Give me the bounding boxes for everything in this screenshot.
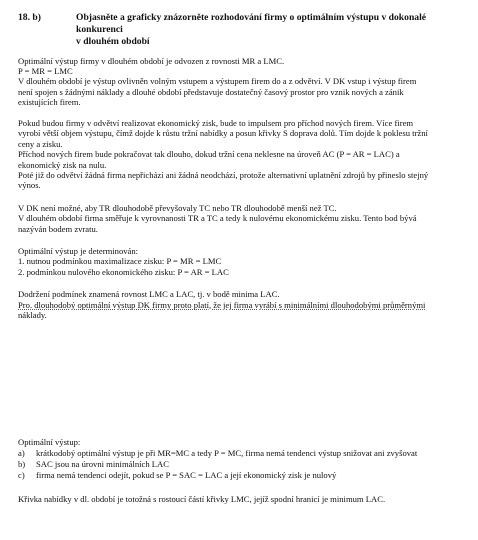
paragraph-line: Pro. dlouhodobý optimální výstup DK firmy proto platí, že jej firma vyrábí s minimálními dlouhodobými průměrnými [18,300,426,310]
condition-line-2: 2. podmínkou nulového ekonomického zisku: P = AR = LAC [18,267,229,277]
question-number: 18. b) [18,12,41,23]
paragraph-line: Dodržení podmínek znamená rovnost LMC a LAC, tj. v bodě minima LAC. [18,289,280,299]
question-title-line-1: Objasněte a graficky znázorněte rozhodování firmy o optimálním výstupu v dokonalé konkurenci [76,12,426,35]
list-marker: a) [18,448,25,458]
paragraph-line: nazýván bodem zvratu. [18,224,98,234]
paragraph-line: vyrobí větší objem výstupu, čímž dojde k růstu tržní nabídky a posun křivky S doprava dolů. Tím dojde k poklesu tržní [18,128,428,138]
paragraph-line: existujících firem. [18,97,81,107]
paragraph-line: náklady. [18,310,47,320]
paragraph-line: není spojen s žádnými náklady a dlouhé období představuje dostatečný časový prostor pro vznik nových a zánik [18,87,404,97]
paragraph-line: Pokud budou firmy v odvětví realizovat ekonomický zisk, bude to impulsem pro příchod nových firem. Více firem [18,118,414,128]
paragraph-line: ceny a zisku. [18,139,63,149]
paragraph-line: V dlouhém období firma směřuje k vyrovnanosti TR a TC a tedy k nulovému ekonomickému zisku. Tento bod bývá [18,213,417,223]
paragraph-line: Poté již do odvětví žádná firma nepřichází ani žádná neodchází, protože alternativní uplatnění zdrojů by přineslo stejný [18,170,429,180]
paragraph-line: Příchod nových firem bude pokračovat tak dlouho, dokud tržní cena neklesne na úroveň AC (P = AR = LAC) a [18,149,400,159]
paragraph-line: P = MR = LMC [18,66,73,76]
paragraph-line: V dlouhém období je výstup ovlivněn volným vstupem a výstupem firem do a z odvětví. V DK vstup i výstup firem [18,76,417,86]
list-marker: c) [18,470,25,480]
paragraph-line: výnos. [18,180,41,190]
list-text: firma nemá tendenci odejít, pokud se P = SAC = LAC a její ekonomický zisk je nulový [36,470,337,480]
paragraph-line: Optimální výstup je determinován: [18,246,139,256]
question-title-line-2: v dlouhém období [76,36,150,47]
list-text: krátkodobý optimální výstup je při MR=MC a tedy P = MC, firma nemá tendenci výstup snižovat ani zvyšovat [36,448,418,458]
question-title [76,12,458,48]
condition-line-1: 1. nutnou podmínkou maximalizace zisku: P = MR = LMC [18,256,222,266]
paragraph-line: ekonomický zisk na nulu. [18,160,107,170]
paragraph-line: V DK není možné, aby TR dlouhodobě převyšovaly TC nebo TR dlouhodobě menší než TC. [18,203,337,213]
list-title: Optimální výstup: [18,437,81,447]
list-text: SAC jsou na úrovni minimálních LAC [36,459,169,469]
paragraph-line: Optimální výstup firmy v dlouhém období je odvozen z rovnosti MR a LMC. [18,56,285,66]
paragraph-line: Křivka nabídky v dl. období je totožná s rostoucí částí křivky LMC, jejíž spodní hranicí je minimum LAC. [18,494,386,504]
list-marker: b) [18,459,26,469]
